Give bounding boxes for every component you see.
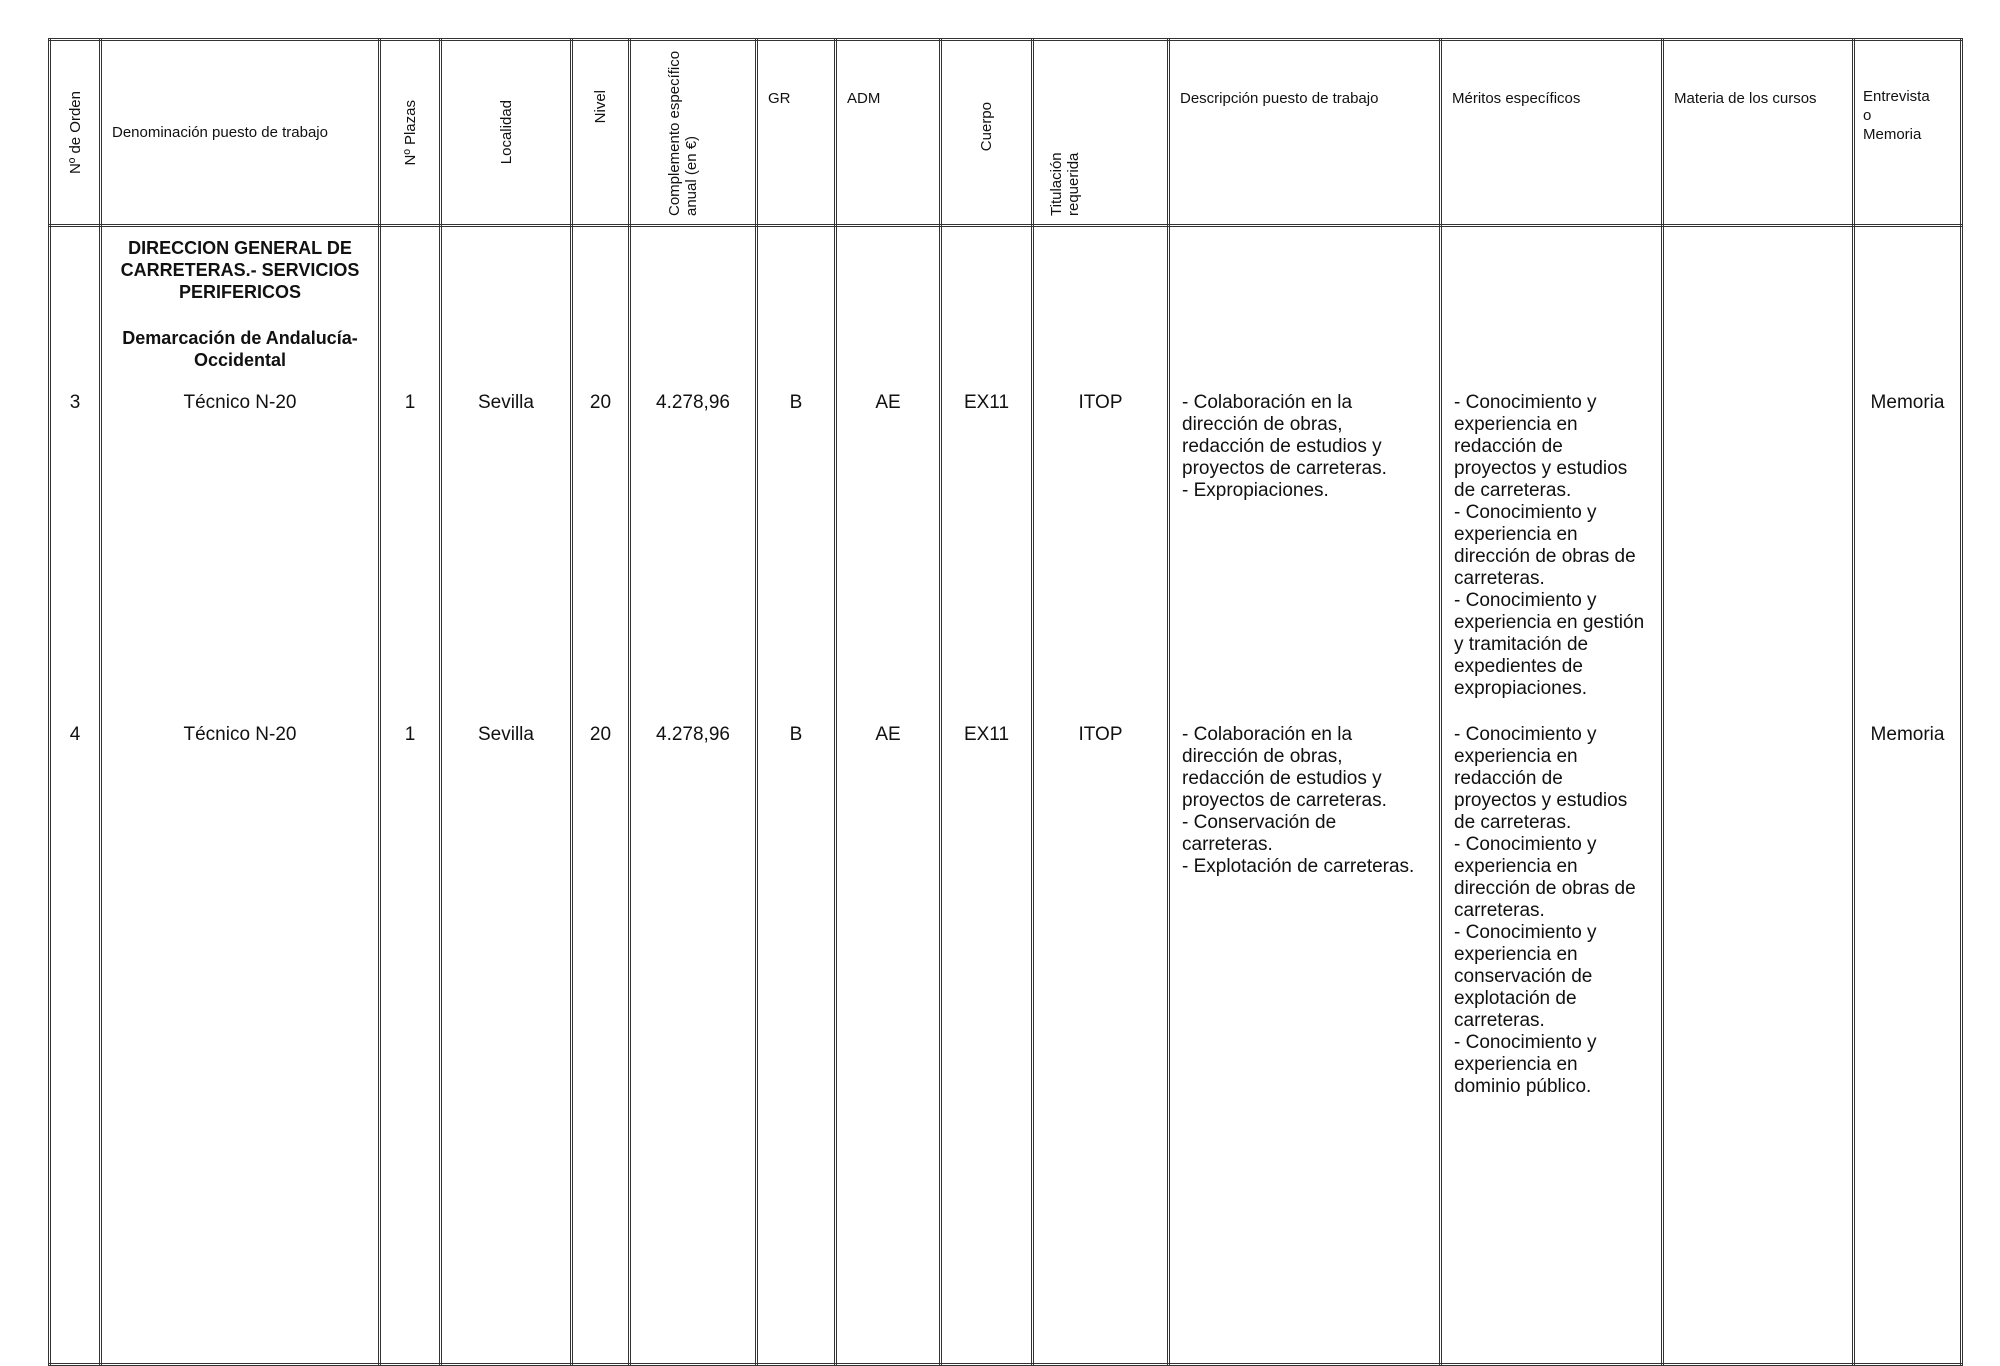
body-row [50,226,1962,1365]
section-heading [102,237,378,371]
header-label: Materia de los cursos [1674,90,1817,107]
header-row [50,40,1962,226]
section-title: DIRECCION GENERAL DE CARRETERAS.- SERVICIOS PERIFERICOS [120,238,360,302]
header-label: GR [768,90,791,107]
header-nivel [572,40,630,226]
header-cuerpo [941,40,1033,226]
row-3-orden: 3 [69,392,81,413]
row-3-cuerpo: EX11 [963,392,1010,413]
header-label: Complemento específico anual (en €) [666,50,700,216]
header-plazas [380,40,441,226]
header-meritos [1441,40,1663,226]
header-label: Nivel [592,89,609,124]
col-nivel [572,226,630,1365]
col-meritos [1441,226,1663,1365]
header-adm [836,40,941,226]
row-3-plazas: 1 [404,392,416,413]
row-3-entrevista: Memoria [1870,392,1945,413]
row-4-plazas: 1 [404,724,416,745]
row-3-meritos: - Conocimiento y experiencia en redacción de proyectos y estudios de carreteras. - Conocimiento y experiencia en dirección de obras de carreteras. - Conocimiento y experiencia en gestión y tramitación de expedientes de expropiaciones. [1454,392,1645,699]
row-4-adm: AE [875,724,901,745]
row-3-descripcion: - Colaboración en la dirección de obras, redacción de estudios y proyectos de carreteras. - Expropiaciones. [1182,392,1387,501]
header-label: Titulación requerida [1048,152,1082,216]
row-4-meritos: - Conocimiento y experiencia en redacción de proyectos y estudios de carreteras. - Conocimiento y experiencia en dirección de obras de carreteras. - Conocimiento y experiencia en conservación de explotación de carreteras. - Conocimiento y experiencia en dominio público. [1454,724,1636,1097]
header-entrevista [1854,40,1962,226]
row-4-gr: B [789,724,803,745]
row-3-nivel: 20 [589,392,612,413]
row-4-cuerpo: EX11 [963,724,1010,745]
col-localidad [441,226,572,1365]
header-label: Nº Plazas [401,99,419,166]
header-cursos [1663,40,1854,226]
row-3-complemento: 4.278,96 [656,392,730,413]
header-label: Nº de Orden [66,90,84,175]
row-4-entrevista: Memoria [1870,724,1945,745]
col-plazas [380,226,441,1365]
row-3-denominacion: Técnico N-20 [183,392,297,413]
header-label: Méritos específicos [1452,90,1581,107]
col-gr [757,226,836,1365]
row-4-denominacion: Técnico N-20 [183,724,297,745]
col-adm [836,226,941,1365]
row-3-localidad: Sevilla [478,392,534,413]
col-descripcion [1169,226,1441,1365]
header-gr [757,40,836,226]
header-titulacion [1033,40,1169,226]
col-entrevista [1854,226,1962,1365]
header-label: Localidad [497,100,515,165]
header-localidad [441,40,572,226]
col-cursos [1663,226,1854,1365]
row-3-titulacion: ITOP [1078,392,1123,413]
row-4-complemento: 4.278,96 [656,724,730,745]
header-label: ADM [847,90,881,107]
row-4-titulacion: ITOP [1078,724,1123,745]
col-complemento [630,226,757,1365]
row-4-descripcion: - Colaboración en la dirección de obras, redacción de estudios y proyectos de carreteras. - Conservación de carreteras. - Explotación de carreteras. [1182,724,1415,877]
row-3-adm: AE [875,392,901,413]
row-4-orden: 4 [69,724,81,745]
section-subtitle: Demarcación de Andalucía-Occidental [122,328,358,370]
header-label: Cuerpo [978,101,995,152]
row-3-gr: B [789,392,803,413]
col-titulacion [1033,226,1169,1365]
col-orden [50,226,101,1365]
header-complemento [630,40,757,226]
row-4-localidad: Sevilla [478,724,534,745]
header-label: Denominación puesto de trabajo [112,124,328,141]
header-label: Entrevista o Memoria [1863,88,1930,143]
header-label: Descripción puesto de trabajo [1180,90,1379,107]
header-descripcion [1169,40,1441,226]
row-4-nivel: 20 [589,724,612,745]
header-orden [50,40,101,226]
col-denominacion [101,226,380,1365]
col-cuerpo [941,226,1033,1365]
header-denominacion [101,40,380,226]
job-positions-table [48,38,1963,1366]
